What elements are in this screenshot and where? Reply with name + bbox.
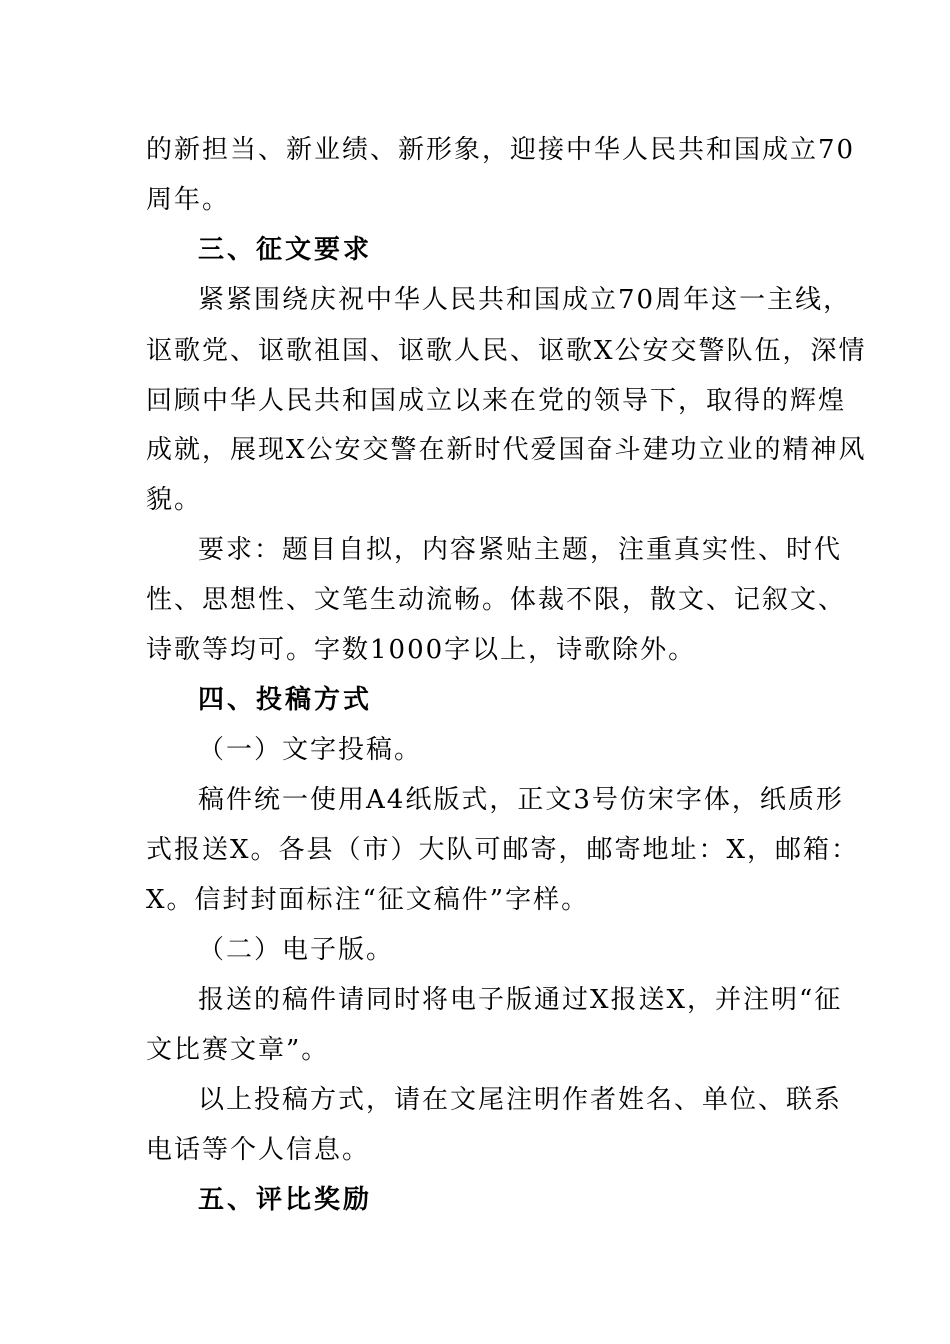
paragraph-line: 式报送X。各县（市）大队可邮寄，邮寄地址：X，邮箱： — [146, 835, 860, 865]
subheading-1: （一）文字投稿。 — [198, 735, 423, 765]
paragraph-line: 讴歌党、讴歌祖国、讴歌人民、讴歌X公安交警队伍，深情 — [146, 336, 867, 366]
paragraph-line: 成就，展现X公安交警在新时代爱国奋斗建功立业的精神风 — [146, 435, 867, 465]
paragraph-line: 周年。 — [146, 185, 231, 215]
section-heading-5: 五、评比奖励 — [198, 1185, 373, 1215]
paragraph-line: 报送的稿件请同时将电子版通过X报送X，并注明“征 — [198, 985, 843, 1015]
paragraph-line: 紧紧围绕庆祝中华人民共和国成立70周年这一主线， — [198, 285, 852, 315]
section-heading-4: 四、投稿方式 — [198, 685, 373, 715]
paragraph-line: 诗歌等均可。字数1000字以上，诗歌除外。 — [146, 635, 697, 665]
paragraph-line: 稿件统一使用A4纸版式，正文3号仿宋字体，纸质形 — [198, 785, 844, 815]
paragraph-line: 貌。 — [146, 485, 203, 515]
subheading-2: （二）电子版。 — [198, 935, 395, 965]
paragraph-line: 性、思想性、文笔生动流畅。体裁不限，散文、记叙文、 — [146, 585, 847, 615]
paragraph-line: 电话等个人信息。 — [146, 1135, 371, 1165]
section-heading-3: 三、征文要求 — [198, 235, 373, 265]
paragraph-line: 以上投稿方式，请在文尾注明作者姓名、单位、联系 — [198, 1085, 843, 1115]
paragraph-line: 的新担当、新业绩、新形象，迎接中华人民共和国成立70 — [146, 135, 856, 165]
paragraph-line: 要求：题目自拟，内容紧贴主题，注重真实性、时代 — [198, 535, 843, 565]
paragraph-line: X。信封封面标注“征文稿件”字样。 — [146, 885, 590, 915]
paragraph-line: 文比赛文章”。 — [146, 1035, 330, 1065]
paragraph-line: 回顾中华人民共和国成立以来在党的领导下，取得的辉煌 — [146, 386, 847, 416]
